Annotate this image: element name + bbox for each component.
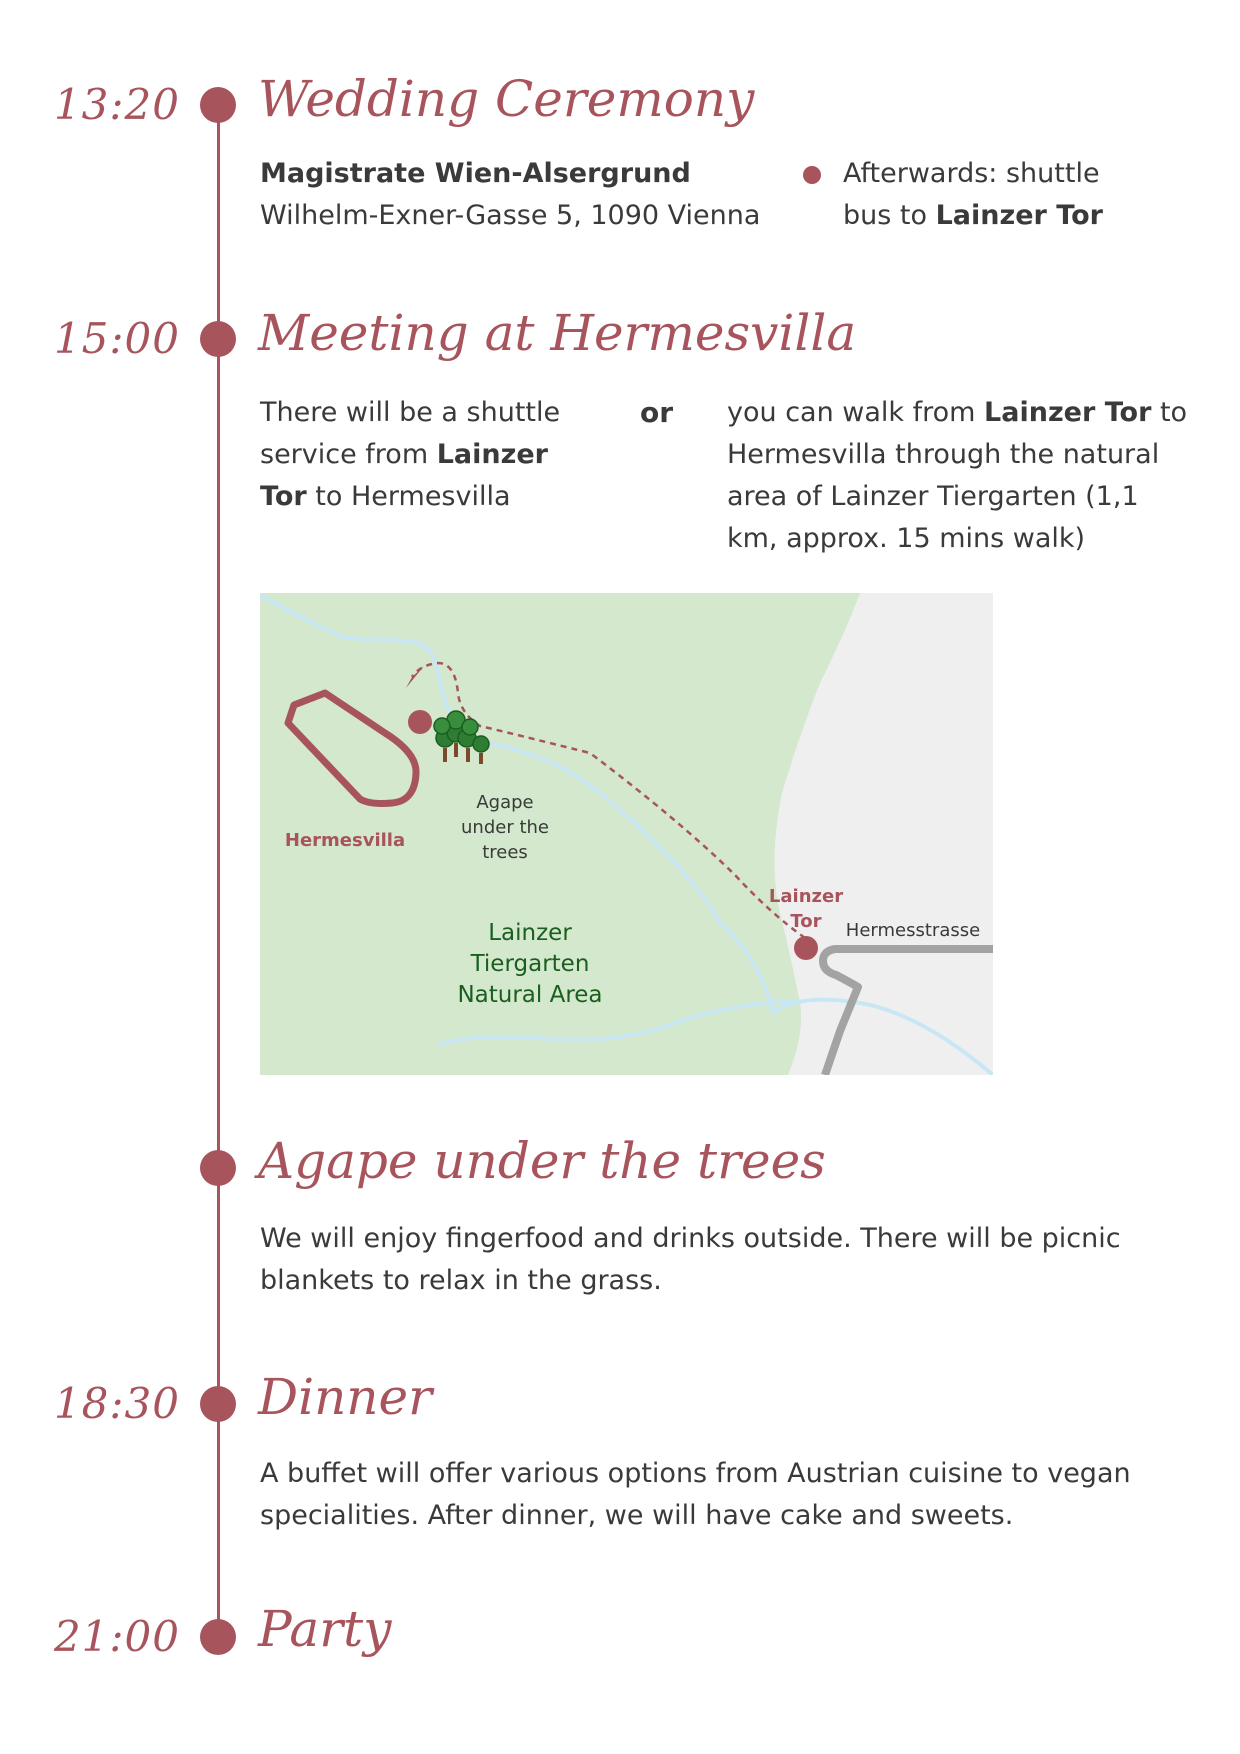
shuttle-option <box>260 392 600 518</box>
ceremony-shuttle-note <box>843 153 1123 237</box>
gate-label-line: Tor <box>790 911 822 932</box>
meeting-title: Meeting at Hermesvilla <box>258 304 857 362</box>
shuttle-option-text: There will be a shuttle service from <box>260 397 561 470</box>
dinner-title: Dinner <box>258 1368 432 1426</box>
agape-label-line: under the <box>461 817 549 838</box>
meeting-time: 15:00 <box>53 314 180 363</box>
timeline-dot-dinner <box>200 1386 236 1422</box>
dinner-time: 18:30 <box>53 1379 180 1428</box>
ceremony-title: Wedding Ceremony <box>258 70 755 128</box>
timeline-dot-party <box>200 1619 236 1655</box>
gate-label-line: Lainzer <box>768 886 844 907</box>
walk-option-text: you can walk from <box>727 397 985 428</box>
park-label-line: Tiergarten <box>470 951 590 977</box>
shuttle-option-gate: Lainzer Tor <box>260 439 548 512</box>
or-label: or <box>640 396 674 429</box>
hermesvilla-marker <box>408 710 432 734</box>
ceremony-time: 13:20 <box>53 80 180 129</box>
timeline-dot-agape <box>200 1150 236 1186</box>
shuttle-note-destination: Lainzer Tor <box>935 200 1103 231</box>
ceremony-address: Wilhelm-Exner-Gasse 5, 1090 Vienna <box>260 200 761 231</box>
street-label: Hermesstrasse <box>845 920 981 941</box>
party-title: Party <box>258 1600 392 1658</box>
ceremony-location <box>260 153 780 237</box>
walk-option-gate: Lainzer Tor <box>984 397 1152 428</box>
ceremony-venue: Magistrate Wien-Alsergrund <box>260 158 691 189</box>
location-map <box>260 593 993 1075</box>
walk-option-details: to Hermesvilla through the natural area of Lainzer Tiergarten (1,1 km, approx. 15 mins walk) <box>727 397 1188 554</box>
agape-label-line: trees <box>482 842 528 863</box>
shuttle-option-destination: to Hermesvilla <box>306 481 511 512</box>
dinner-description: A buffet will offer various options from Austrian cuisine to vegan specialities. After dinner, we will have cake and sweets. <box>260 1458 1131 1531</box>
park-label-line: Lainzer <box>488 920 572 946</box>
shuttle-note-text: Afterwards: shuttle bus to <box>843 158 1100 231</box>
park-label-line: Natural Area <box>457 982 603 1008</box>
timeline-dot-ceremony <box>200 87 236 123</box>
bullet-dot <box>803 166 821 184</box>
hermesvilla-label: Hermesvilla <box>284 830 406 851</box>
walk-option <box>727 392 1195 560</box>
party-time: 21:00 <box>53 1612 180 1661</box>
lainzer-tor-marker <box>794 936 818 960</box>
timeline-dot-meeting <box>200 321 236 357</box>
agape-title: Agape under the trees <box>258 1132 826 1190</box>
agape-label-line: Agape <box>476 792 534 813</box>
agape-description: We will enjoy fingerfood and drinks outside. There will be picnic blankets to relax in the grass. <box>260 1223 1121 1296</box>
